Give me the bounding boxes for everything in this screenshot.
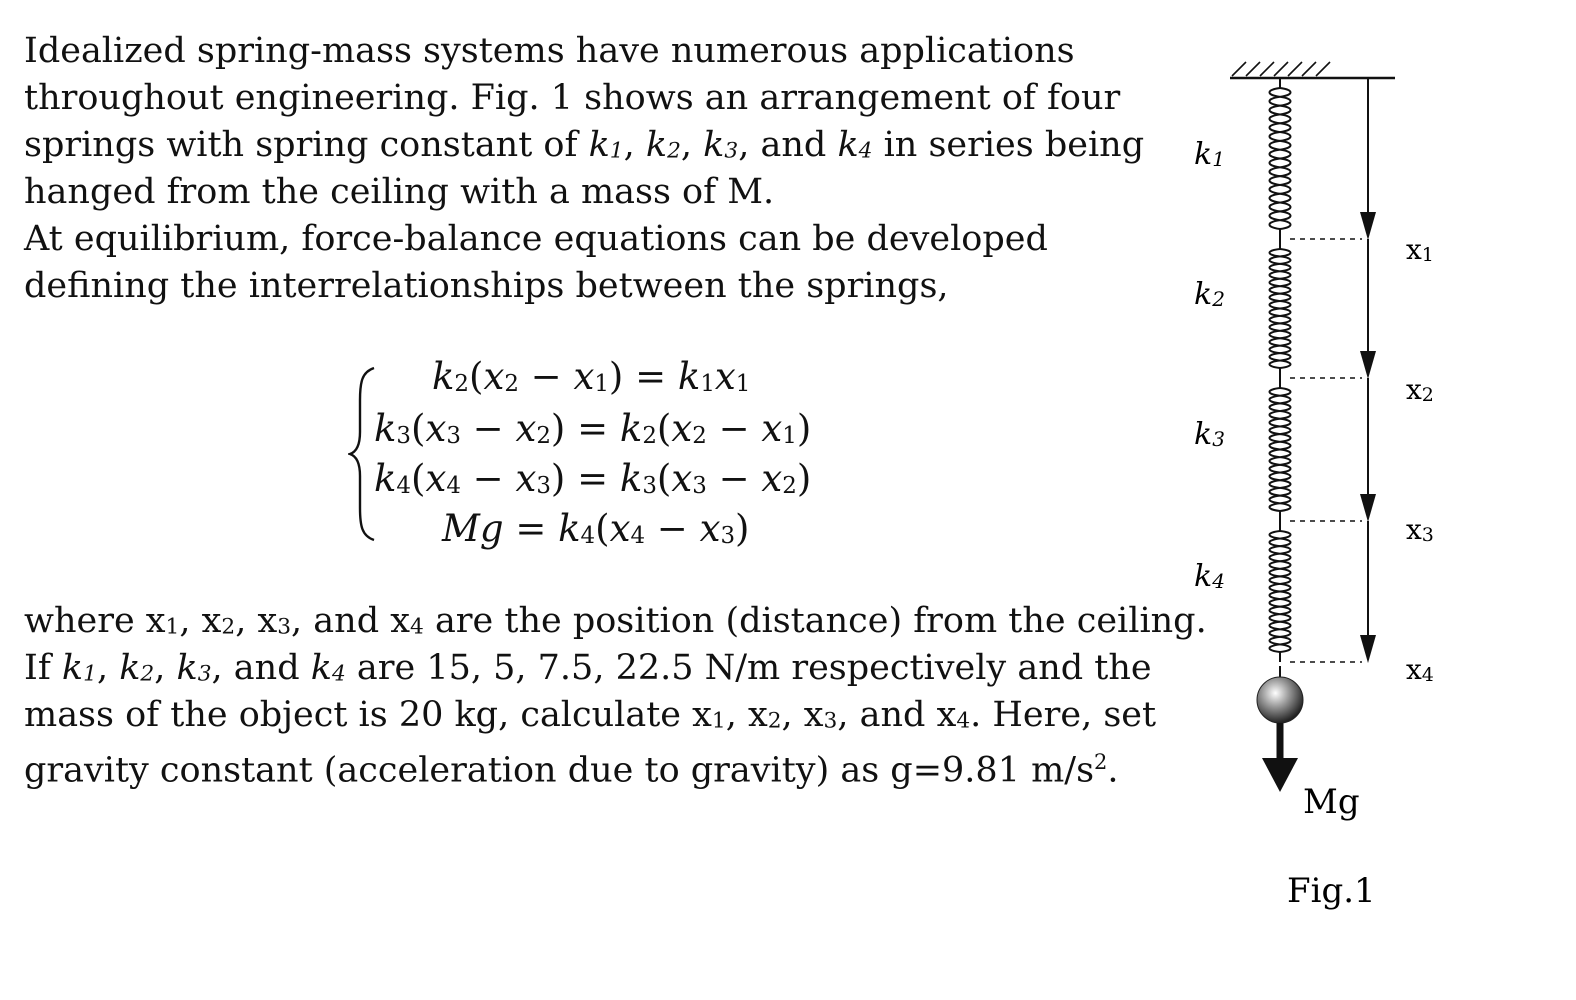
label-k4: k4 (1194, 559, 1225, 594)
equation-system (340, 352, 860, 552)
symbol-x4: $x_4$ (390, 601, 424, 641)
equation-4: $Mg = k_4(x_4 - x_3)$ (442, 507, 750, 550)
equation-1: $k_2(x_2 - x_1) = k_1x_1$ (432, 355, 751, 398)
spring-k4 (1270, 521, 1291, 662)
symbol-x4: $x_4$ (936, 695, 971, 735)
figure-caption: Fig.1 (1287, 871, 1376, 911)
symbol-k1: $k_1$ (61, 648, 97, 688)
spring-mass-figure (1150, 40, 1480, 940)
spring-k3 (1270, 378, 1291, 521)
symbol-x1: $x_1$ (692, 695, 726, 735)
spring-k1 (1270, 78, 1291, 239)
symbol-k2: $k_2$ (119, 648, 155, 688)
symbol-k4: $k_4$ (310, 648, 346, 688)
problem-line-3: mass of the object is 20 kg, calculate $x_1$, $x_2$, $x_3$, and $x_4$. Here, set (24, 695, 1157, 735)
problem-paragraph (24, 598, 1207, 791)
symbol-x2: $x_2$ (201, 601, 236, 641)
intro-paragraph (24, 28, 1144, 310)
symbol-k2: $k_2$ (645, 125, 681, 165)
symbol-x2: $x_2$ (747, 695, 782, 735)
arrow-head-x4 (1360, 635, 1376, 663)
k1-inline: $k_1$ (588, 125, 624, 165)
label-k3: k3 (1194, 417, 1225, 452)
springs (1270, 78, 1291, 662)
arrow-head-x1 (1360, 212, 1376, 240)
intro-line-3: springs with spring constant of $k_1$, $k_2$, $k_3$, and $k_4$ in series being (24, 125, 1145, 165)
symbol-k3: $k_3$ (176, 648, 212, 688)
ceiling-hatch (1232, 62, 1330, 76)
equation-2: $k_3(x_3 - x_2) = k_2(x_2 - x_1)$ (374, 407, 812, 450)
label-k1: k1 (1194, 137, 1225, 172)
intro-line-4: hanged from the ceiling with a mass of M. (24, 172, 775, 212)
problem-line-1: where $x_1$, $x_2$, $x_3$, and $x_4$ are the position (distance) from the ceiling. (24, 601, 1207, 641)
spring-k2 (1270, 239, 1291, 378)
problem-line-2: If $k_1$, $k_2$, $k_3$, and $k_4$ are 15, 5, 7.5, 22.5 N/m respectively and the (24, 648, 1152, 688)
equation-3: $k_4(x_4 - x_3) = k_3(x_3 - x_2)$ (374, 457, 812, 500)
gravity-arrow-head (1262, 758, 1298, 792)
label-x3: x3 (1406, 513, 1434, 546)
symbol-x1: $x_1$ (145, 601, 180, 641)
problem-line-4: gravity constant (acceleration due to gravity) as g=9.81 $m/s^2$. (24, 750, 1119, 791)
intro-line-5: At equilibrium, force-balance equations can be developed (24, 219, 1048, 259)
symbol-x3: $x_3$ (257, 601, 292, 641)
intro-line-1: Idealized spring-mass systems have numerous applications (24, 31, 1075, 71)
arrow-head-x2 (1360, 351, 1376, 379)
symbol-x3: $x_3$ (803, 695, 838, 735)
symbol-k3: $k_3$ (703, 125, 739, 165)
label-x1: x1 (1406, 233, 1434, 266)
label-x2: x2 (1406, 373, 1434, 406)
mass-ball (1257, 677, 1303, 723)
symbol-k4: $k_4$ (837, 125, 873, 165)
intro-line-2: throughout engineering. Fig. 1 shows an arrangement of four (24, 78, 1121, 118)
intro-line-6: defining the interrelationships between the springs, (24, 266, 949, 306)
dashed-levels (1290, 239, 1362, 662)
force-label: Mg (1303, 782, 1360, 822)
arrow-head-x3 (1360, 494, 1376, 522)
label-k2: k2 (1194, 277, 1225, 312)
label-x4: x4 (1406, 653, 1434, 686)
